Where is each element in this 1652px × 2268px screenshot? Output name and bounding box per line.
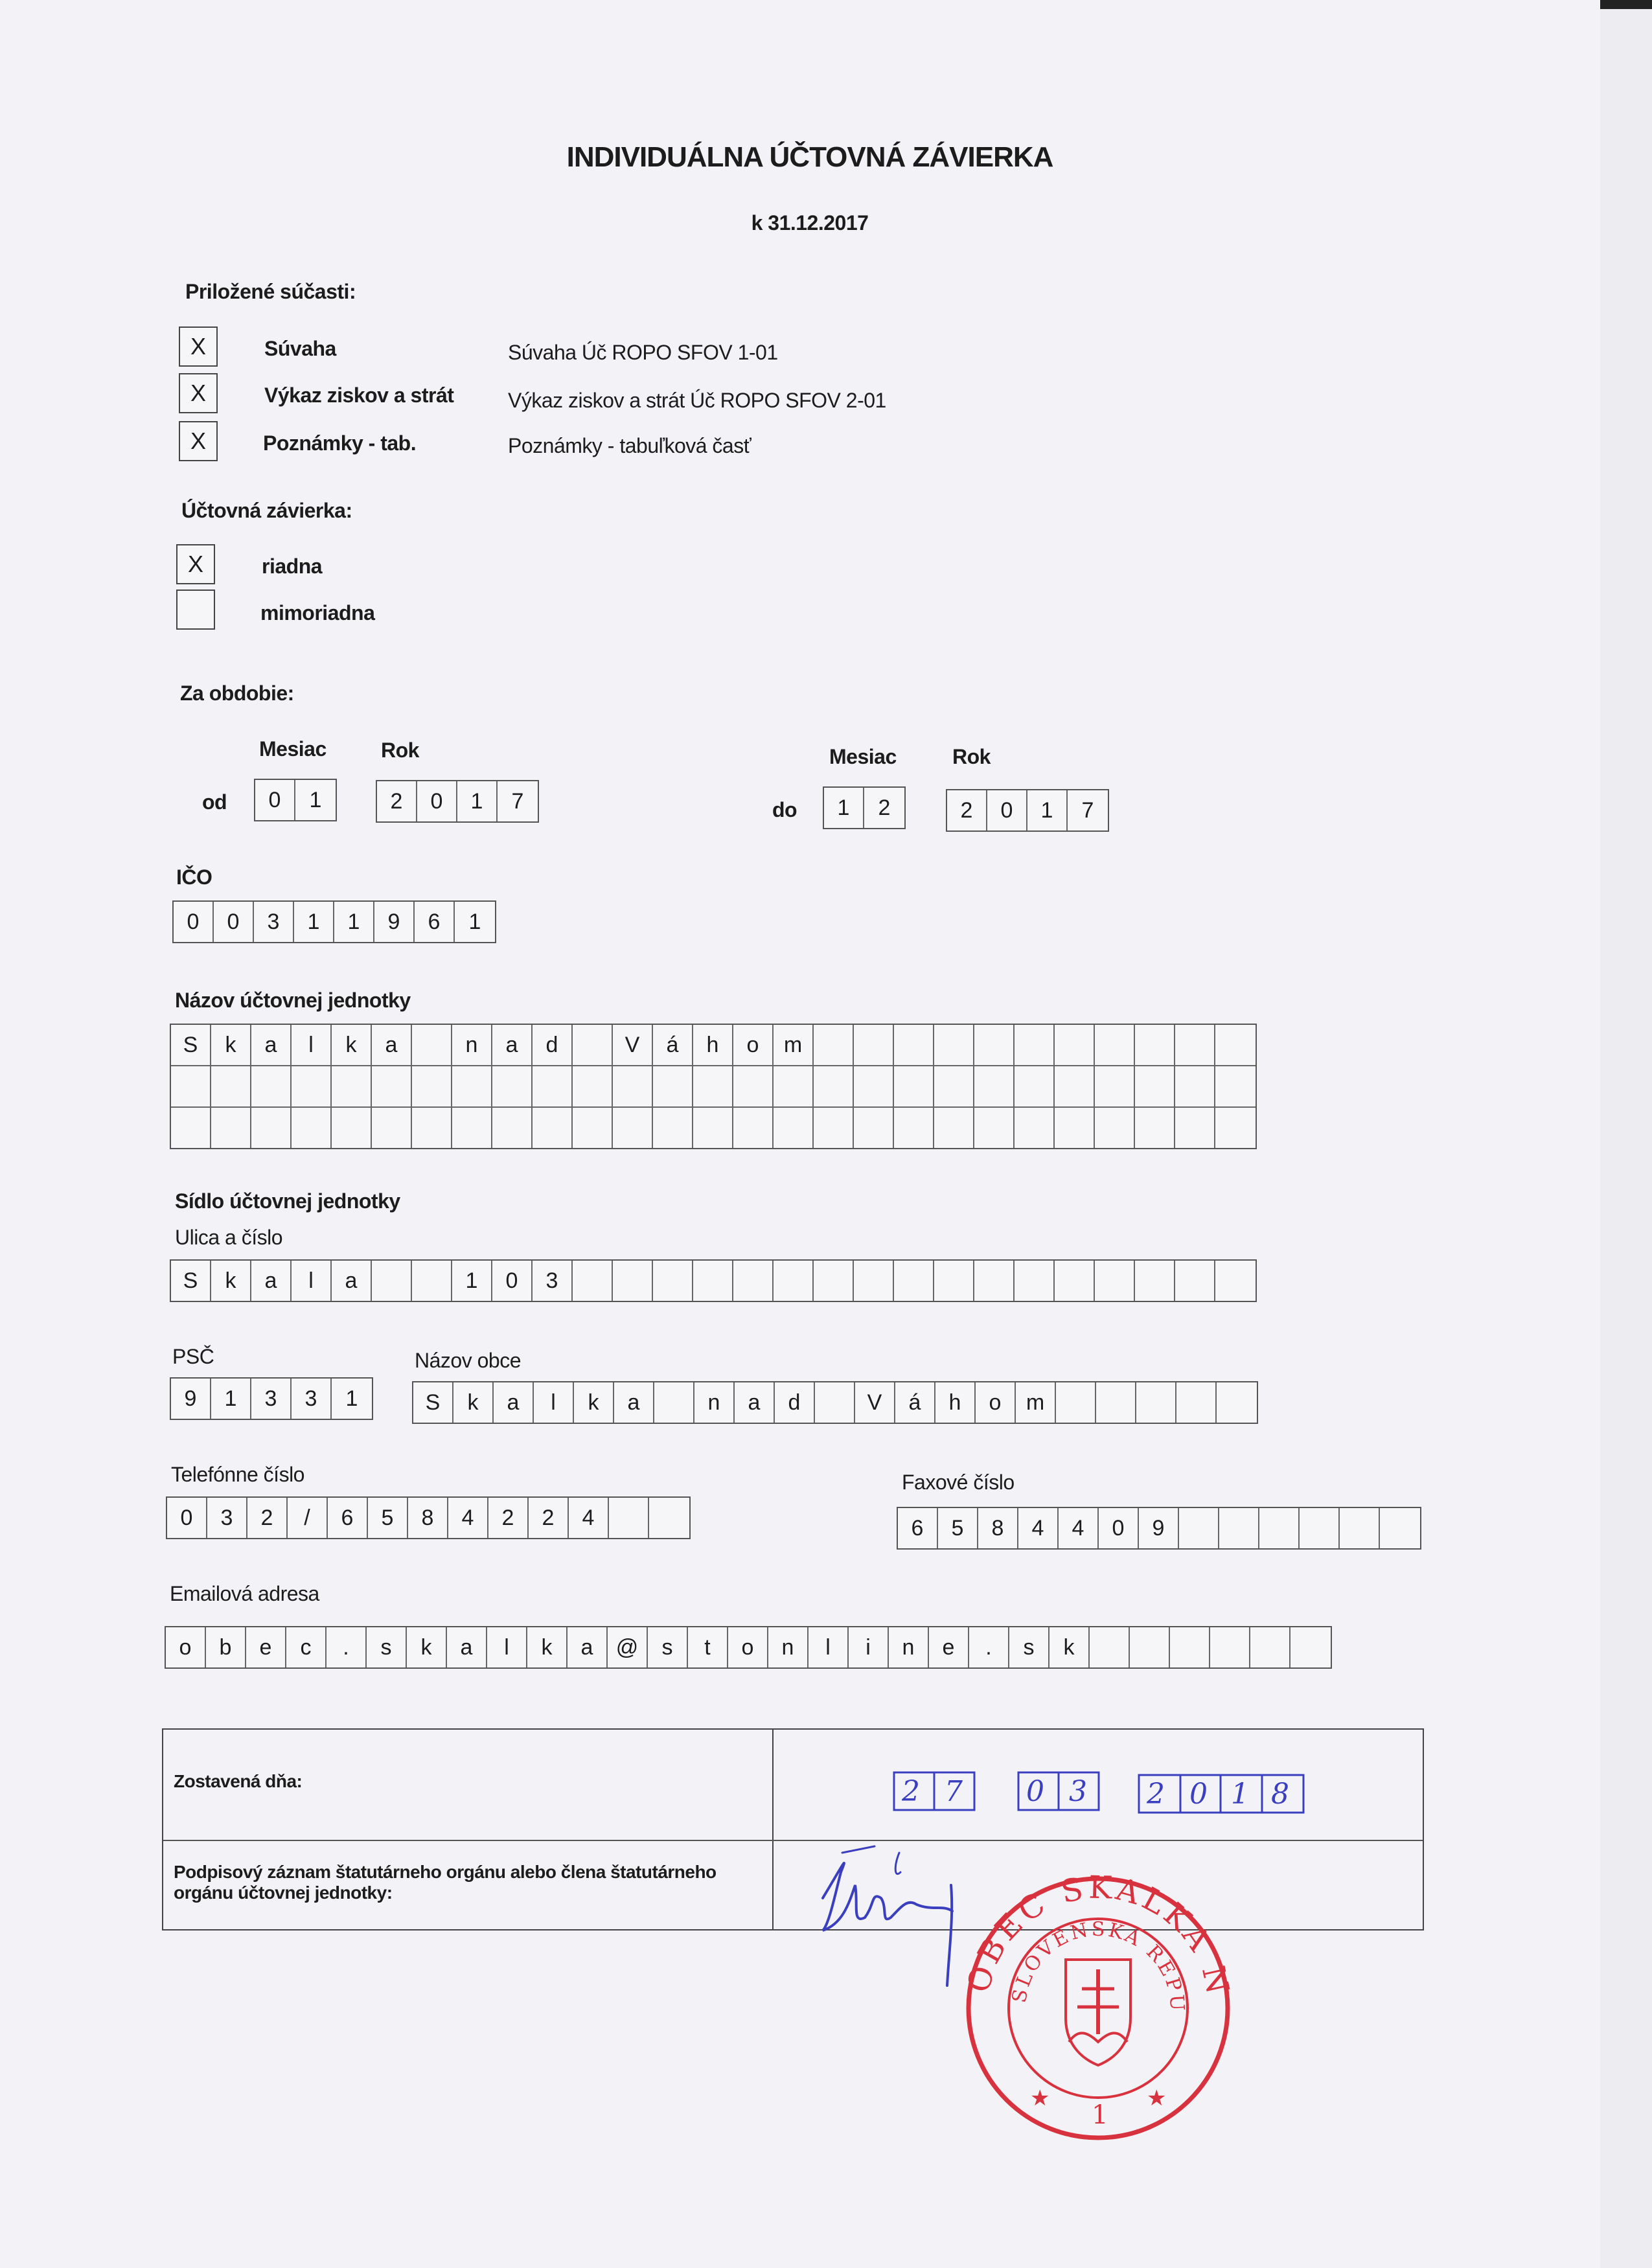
char-cell	[412, 1025, 452, 1065]
char-cell	[1056, 1382, 1096, 1423]
char-cell: s	[367, 1627, 407, 1667]
char-cell: a	[614, 1382, 654, 1423]
entity-name-row	[171, 1025, 1256, 1066]
char-cell	[1135, 1025, 1175, 1065]
ico-digit: 1	[334, 902, 374, 942]
char-cell: k	[527, 1627, 568, 1667]
option-riadna-label: riadna	[262, 555, 323, 578]
from-month-digit: 0	[255, 780, 295, 820]
from-label: od	[202, 790, 227, 814]
phone-label: Telefónne číslo	[171, 1463, 304, 1486]
char-cell	[653, 1261, 693, 1301]
ico-digit: 1	[468, 910, 481, 934]
char-cell	[1175, 1261, 1215, 1301]
char-cell	[1259, 1508, 1300, 1548]
char-cell	[1170, 1627, 1210, 1667]
char-cell	[1215, 1261, 1256, 1301]
char-cell: 5	[368, 1498, 408, 1538]
checkbox-vykaz[interactable]: X	[179, 373, 218, 413]
stamp-number: 1	[1092, 2100, 1108, 2130]
char-cell	[1340, 1508, 1380, 1548]
char-cell: l	[809, 1627, 849, 1667]
char-cell: 0	[492, 1261, 533, 1301]
char-cell: S	[171, 1261, 211, 1301]
char-cell	[1250, 1627, 1291, 1667]
town-field[interactable]	[412, 1381, 1258, 1424]
psc-label: PSČ	[172, 1345, 214, 1368]
compiled-month-field[interactable]	[1017, 1770, 1101, 1816]
street-label: Ulica a číslo	[175, 1226, 282, 1249]
char-cell	[733, 1108, 774, 1148]
char-cell	[171, 1066, 211, 1106]
page-title: INDIVIDUÁLNA ÚČTOVNÁ ZÁVIERKA	[566, 141, 1053, 173]
char-cell	[211, 1108, 251, 1148]
char-cell: n	[452, 1025, 492, 1065]
compiled-day-d2: 7	[945, 1775, 963, 1808]
char-cell	[733, 1066, 774, 1106]
fax-label: Faxové číslo	[902, 1471, 1015, 1494]
char-cell	[693, 1108, 733, 1148]
char-cell: V	[613, 1025, 653, 1065]
char-cell: 8	[978, 1508, 1018, 1548]
phone-field[interactable]	[166, 1496, 691, 1539]
char-cell: a	[568, 1627, 608, 1667]
char-cell	[1055, 1108, 1095, 1148]
char-cell	[1291, 1627, 1331, 1667]
char-cell	[613, 1066, 653, 1106]
char-cell	[1015, 1261, 1055, 1301]
char-cell	[815, 1382, 855, 1423]
char-cell	[654, 1382, 694, 1423]
compiled-day-field[interactable]	[893, 1770, 977, 1816]
char-cell: 5	[938, 1508, 978, 1548]
char-cell: m	[774, 1025, 814, 1065]
component-name-poznamky: Poznámky - tab.	[263, 431, 417, 455]
to-year-digit: 7	[1081, 798, 1094, 823]
char-cell: k	[211, 1261, 251, 1301]
psc-field[interactable]	[170, 1377, 373, 1420]
to-year-field[interactable]	[946, 789, 1109, 832]
char-cell: S	[413, 1382, 453, 1423]
char-cell: l	[534, 1382, 574, 1423]
from-month-field[interactable]	[254, 779, 337, 821]
char-cell	[934, 1108, 974, 1148]
compiled-month-d2: 3	[1069, 1775, 1087, 1808]
to-month-field[interactable]	[823, 786, 906, 829]
char-cell: a	[251, 1025, 292, 1065]
char-cell: d	[533, 1025, 573, 1065]
to-year-digit: 0	[987, 790, 1027, 830]
from-year-label: Rok	[381, 739, 419, 762]
char-cell	[974, 1025, 1015, 1065]
char-cell: 1	[452, 1261, 492, 1301]
email-label: Emailová adresa	[170, 1582, 319, 1605]
ico-digit: 9	[374, 902, 415, 942]
char-cell	[854, 1025, 894, 1065]
char-cell	[372, 1108, 412, 1148]
to-year-digit: 2	[947, 790, 987, 830]
char-cell: @	[608, 1627, 648, 1667]
char-cell: 2	[488, 1498, 529, 1538]
char-cell: 1	[211, 1379, 251, 1419]
char-cell	[1130, 1627, 1170, 1667]
char-cell: a	[735, 1382, 775, 1423]
email-field[interactable]	[165, 1626, 1332, 1669]
char-cell: d	[775, 1382, 815, 1423]
char-cell	[1055, 1261, 1095, 1301]
char-cell: 6	[328, 1498, 368, 1538]
char-cell	[452, 1066, 492, 1106]
scan-edge	[1600, 0, 1652, 2268]
char-cell	[934, 1261, 974, 1301]
char-cell	[1095, 1261, 1135, 1301]
seat-label: Sídlo účtovnej jednotky	[175, 1189, 400, 1213]
compiled-year-d1: 2	[1147, 1778, 1165, 1811]
char-cell: .	[969, 1627, 1009, 1667]
coat-of-arms-icon	[1066, 1960, 1130, 2065]
char-cell: 6	[898, 1508, 938, 1548]
char-cell: 0	[1099, 1508, 1139, 1548]
sign-label: Podpisový záznam štatutárneho orgánu alebo člena štatutárneho orgánu účtovnej jednotky:	[174, 1862, 717, 1903]
char-cell	[814, 1066, 854, 1106]
char-cell	[332, 1066, 372, 1106]
to-month-digit: 1	[824, 788, 864, 828]
char-cell: 3	[533, 1261, 573, 1301]
char-cell: 3	[292, 1379, 332, 1419]
char-cell	[1210, 1627, 1250, 1667]
entity-name-row	[171, 1108, 1256, 1148]
char-cell: 4	[448, 1498, 488, 1538]
char-cell: c	[286, 1627, 327, 1667]
closing-type-heading: Účtovná závierka:	[181, 499, 352, 522]
char-cell: a	[447, 1627, 487, 1667]
char-cell: k	[407, 1627, 447, 1667]
char-cell: l	[292, 1261, 332, 1301]
char-cell: 9	[1139, 1508, 1179, 1548]
town-label: Názov obce	[415, 1349, 521, 1372]
char-cell	[774, 1261, 814, 1301]
char-cell	[613, 1261, 653, 1301]
component-desc-suvaha: Súvaha Úč ROPO SFOV 1-01	[508, 341, 778, 364]
char-cell: n	[694, 1382, 735, 1423]
char-cell: 1	[345, 1386, 358, 1411]
char-cell: a	[492, 1025, 533, 1065]
char-cell	[492, 1108, 533, 1148]
char-cell	[649, 1498, 689, 1538]
char-cell	[894, 1066, 934, 1106]
char-cell	[1219, 1508, 1259, 1548]
char-cell	[1096, 1382, 1136, 1423]
char-cell	[1300, 1508, 1340, 1548]
period-heading: Za obdobie:	[180, 682, 294, 705]
char-cell: h	[935, 1382, 976, 1423]
char-cell: 8	[408, 1498, 448, 1538]
char-cell	[1380, 1508, 1420, 1548]
char-cell	[533, 1066, 573, 1106]
entity-name-label: Názov účtovnej jednotky	[175, 989, 411, 1012]
checkbox-poznamky[interactable]: X	[179, 421, 218, 461]
component-desc-poznamky: Poznámky - tabuľková časť	[508, 434, 751, 457]
char-cell	[854, 1108, 894, 1148]
char-cell	[613, 1108, 653, 1148]
checkbox-suvaha[interactable]: X	[179, 326, 218, 367]
char-cell	[974, 1261, 1015, 1301]
char-cell	[1135, 1108, 1175, 1148]
component-desc-vykaz: Výkaz ziskov a strát Úč ROPO SFOV 2-01	[508, 389, 886, 412]
char-cell	[492, 1066, 533, 1106]
char-cell	[1095, 1108, 1135, 1148]
to-month-digit: 2	[878, 796, 891, 820]
ico-label: IČO	[176, 865, 212, 889]
char-cell	[854, 1261, 894, 1301]
char-cell	[533, 1108, 573, 1148]
char-cell	[1015, 1066, 1055, 1106]
checkbox-riadna[interactable]: X	[176, 544, 215, 584]
from-year-digit: 2	[377, 781, 417, 821]
char-cell: a	[332, 1261, 372, 1301]
char-cell	[573, 1025, 613, 1065]
char-cell	[1215, 1025, 1256, 1065]
char-cell	[372, 1261, 412, 1301]
stamp-star-left-icon: ★	[1030, 2085, 1050, 2111]
char-cell	[934, 1025, 974, 1065]
fax-field[interactable]	[897, 1507, 1421, 1550]
char-cell: 4	[569, 1498, 609, 1538]
char-cell	[1095, 1025, 1135, 1065]
char-cell: i	[849, 1627, 889, 1667]
from-year-digit: 0	[417, 781, 457, 821]
to-month-label: Mesiac	[829, 745, 897, 768]
char-cell: 4	[1059, 1508, 1099, 1548]
char-cell	[412, 1066, 452, 1106]
char-cell: a	[494, 1382, 534, 1423]
char-cell	[251, 1066, 292, 1106]
char-cell	[814, 1025, 854, 1065]
char-cell	[412, 1261, 452, 1301]
char-cell	[171, 1108, 211, 1148]
char-cell	[1175, 1066, 1215, 1106]
char-cell: e	[246, 1627, 286, 1667]
char-cell: o	[728, 1627, 768, 1667]
char-cell: l	[292, 1025, 332, 1065]
char-cell	[894, 1108, 934, 1148]
component-name-vykaz: Výkaz ziskov a strát	[264, 384, 454, 407]
char-cell: 3	[207, 1498, 247, 1538]
stamp-outer-text: OBEC SKALKA N	[960, 1872, 1237, 2001]
char-cell: a	[372, 1025, 412, 1065]
from-year-digit: 7	[511, 789, 524, 814]
entity-name-row	[171, 1066, 1256, 1108]
compiled-year-field[interactable]	[1138, 1772, 1306, 1818]
entity-name-field[interactable]	[170, 1024, 1257, 1149]
to-year-label: Rok	[952, 745, 991, 768]
char-cell: k	[332, 1025, 372, 1065]
char-cell	[693, 1261, 733, 1301]
char-cell: 0	[167, 1498, 207, 1538]
ico-digit: 0	[174, 902, 214, 942]
char-cell: h	[693, 1025, 733, 1065]
char-cell	[974, 1108, 1015, 1148]
char-cell	[1175, 1108, 1215, 1148]
char-cell	[573, 1066, 613, 1106]
stamp-star-right-icon: ★	[1147, 2085, 1167, 2111]
char-cell	[1135, 1066, 1175, 1106]
char-cell: .	[327, 1627, 367, 1667]
char-cell: 4	[1018, 1508, 1059, 1548]
char-cell	[211, 1066, 251, 1106]
char-cell	[814, 1108, 854, 1148]
signature-table-divider	[772, 1730, 774, 1929]
char-cell	[1135, 1261, 1175, 1301]
char-cell: n	[768, 1627, 809, 1667]
char-cell	[573, 1261, 613, 1301]
compiled-year-d3: 1	[1231, 1778, 1249, 1811]
checkbox-mimoriadna[interactable]	[176, 590, 215, 630]
signature-table-row-divider	[163, 1840, 1423, 1841]
char-cell	[372, 1066, 412, 1106]
char-cell: /	[288, 1498, 328, 1538]
char-cell: o	[976, 1382, 1016, 1423]
from-year-digit: 1	[457, 781, 498, 821]
compiled-label: Zostavená dňa:	[174, 1771, 303, 1791]
to-year-digit: 1	[1027, 790, 1068, 830]
char-cell	[1217, 1382, 1257, 1423]
char-cell	[1176, 1382, 1217, 1423]
ico-digit: 1	[294, 902, 334, 942]
char-cell	[854, 1066, 894, 1106]
ico-digit: 0	[214, 902, 254, 942]
char-cell: 9	[171, 1379, 211, 1419]
char-cell	[693, 1066, 733, 1106]
char-cell	[774, 1066, 814, 1106]
char-cell	[412, 1108, 452, 1148]
char-cell: k	[574, 1382, 614, 1423]
char-cell: a	[251, 1261, 292, 1301]
to-label: do	[772, 798, 797, 821]
char-cell: o	[733, 1025, 774, 1065]
char-cell: o	[166, 1627, 206, 1667]
char-cell	[1175, 1025, 1215, 1065]
char-cell	[934, 1066, 974, 1106]
char-cell	[1179, 1508, 1219, 1548]
char-cell: k	[453, 1382, 494, 1423]
char-cell: e	[929, 1627, 969, 1667]
compiled-month-d1: 0	[1026, 1775, 1044, 1808]
char-cell	[1090, 1627, 1130, 1667]
ico-digit: 3	[254, 902, 294, 942]
char-cell: S	[171, 1025, 211, 1065]
from-year-field[interactable]	[376, 780, 539, 823]
char-cell: V	[855, 1382, 895, 1423]
char-cell	[1055, 1025, 1095, 1065]
char-cell	[1136, 1382, 1176, 1423]
from-month-label: Mesiac	[259, 737, 327, 761]
char-cell	[653, 1066, 693, 1106]
char-cell: 2	[247, 1498, 288, 1538]
char-cell	[1095, 1066, 1135, 1106]
char-cell: 3	[251, 1379, 292, 1419]
char-cell	[1215, 1066, 1256, 1106]
char-cell	[573, 1108, 613, 1148]
char-cell: k	[1050, 1627, 1090, 1667]
street-field[interactable]	[170, 1259, 1257, 1302]
char-cell: b	[206, 1627, 246, 1667]
char-cell	[814, 1261, 854, 1301]
char-cell	[653, 1108, 693, 1148]
ico-digit: 6	[415, 902, 455, 942]
char-cell	[1055, 1066, 1095, 1106]
page-subtitle-date: k 31.12.2017	[751, 211, 869, 235]
char-cell	[292, 1108, 332, 1148]
from-month-digit: 1	[309, 788, 322, 812]
char-cell	[1015, 1025, 1055, 1065]
char-cell	[733, 1261, 774, 1301]
char-cell	[452, 1108, 492, 1148]
char-cell: 2	[529, 1498, 569, 1538]
scan-edge-bar	[1600, 0, 1652, 9]
char-cell: s	[1009, 1627, 1050, 1667]
char-cell: k	[211, 1025, 251, 1065]
ico-field[interactable]	[172, 900, 496, 943]
compiled-day-d1: 2	[902, 1775, 920, 1808]
char-cell: n	[889, 1627, 929, 1667]
char-cell	[894, 1261, 934, 1301]
compiled-year-d2: 0	[1189, 1778, 1208, 1811]
char-cell: l	[487, 1627, 527, 1667]
char-cell: s	[648, 1627, 688, 1667]
component-name-suvaha: Súvaha	[264, 337, 336, 360]
char-cell	[1215, 1108, 1256, 1148]
char-cell	[894, 1025, 934, 1065]
char-cell: m	[1016, 1382, 1056, 1423]
char-cell: á	[653, 1025, 693, 1065]
option-mimoriadna-label: mimoriadna	[260, 601, 375, 624]
char-cell: á	[895, 1382, 935, 1423]
stamp-inner-text: SLOVENSKÁ REPU	[1007, 1918, 1189, 2014]
char-cell	[774, 1108, 814, 1148]
components-heading: Priložené súčasti:	[185, 280, 356, 303]
char-cell	[1015, 1108, 1055, 1148]
char-cell	[332, 1108, 372, 1148]
char-cell: t	[688, 1627, 728, 1667]
char-cell	[974, 1066, 1015, 1106]
char-cell	[251, 1108, 292, 1148]
char-cell	[609, 1498, 649, 1538]
char-cell	[292, 1066, 332, 1106]
official-stamp	[952, 1872, 1244, 2148]
compiled-year-d4: 8	[1271, 1778, 1289, 1811]
